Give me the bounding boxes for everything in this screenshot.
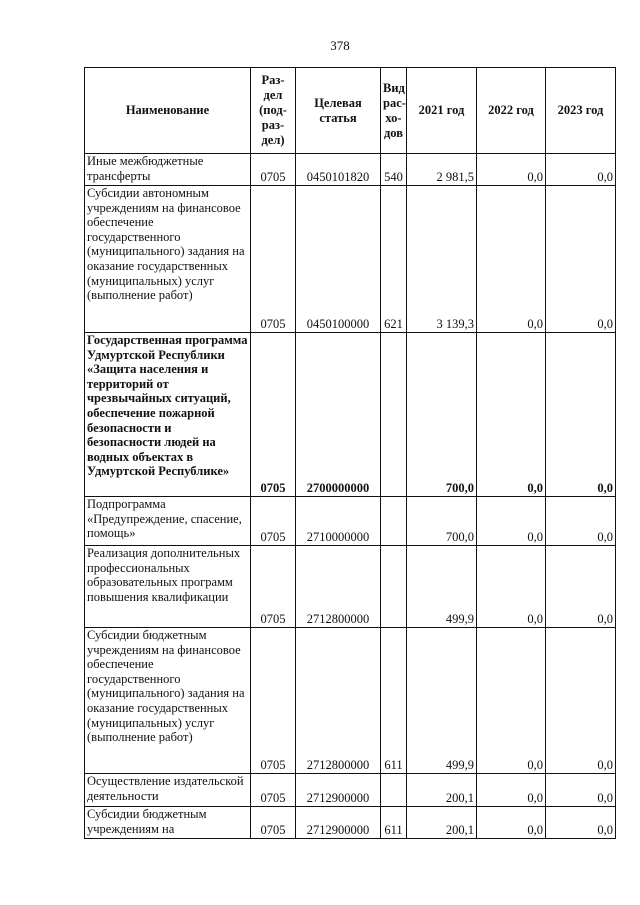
row-expense-type: 611: [381, 628, 407, 774]
row-2022: 0,0: [477, 774, 546, 807]
table-row: [85, 807, 616, 839]
row-target: 2712800000: [296, 628, 381, 774]
row-target: 2700000000: [296, 333, 381, 497]
row-2022: 0,0: [477, 628, 546, 774]
table-row: [85, 333, 616, 497]
row-2023: 0,0: [546, 774, 616, 807]
row-2021: 700,0: [407, 497, 477, 546]
row-target: 0450100000: [296, 186, 381, 333]
row-2021: 700,0: [407, 333, 477, 497]
row-2021: 200,1: [407, 807, 477, 839]
row-expense-type: 540: [381, 154, 407, 186]
row-section: 0705: [251, 154, 296, 186]
row-2021: 2 981,5: [407, 154, 477, 186]
row-2022: 0,0: [477, 186, 546, 333]
row-target: 2712900000: [296, 807, 381, 839]
row-section: 0705: [251, 186, 296, 333]
row-target: 2710000000: [296, 497, 381, 546]
row-expense-type: 611: [381, 807, 407, 839]
header-year-2022: 2022 год: [477, 68, 546, 154]
row-name: Осуществление издательской деятельности: [85, 774, 251, 807]
table-row: [85, 186, 616, 333]
row-target: 2712800000: [296, 546, 381, 628]
header-target: Целевая статья: [296, 68, 381, 154]
header-row: [85, 68, 616, 154]
header-year-2021: 2021 год: [407, 68, 477, 154]
table-row: [85, 546, 616, 628]
header-name: Наименование: [85, 68, 251, 154]
table-row: [85, 497, 616, 546]
row-2021: 499,9: [407, 546, 477, 628]
row-expense-type: [381, 497, 407, 546]
row-2022: 0,0: [477, 807, 546, 839]
row-2022: 0,0: [477, 497, 546, 546]
row-expense-type: [381, 774, 407, 807]
table-body: [85, 154, 616, 839]
row-target: 0450101820: [296, 154, 381, 186]
page-number: 378: [330, 38, 350, 53]
row-2022: 0,0: [477, 154, 546, 186]
row-2021: 499,9: [407, 628, 477, 774]
header-year-2023: 2023 год: [546, 68, 616, 154]
row-2021: 3 139,3: [407, 186, 477, 333]
budget-table: [84, 67, 616, 839]
row-2021: 200,1: [407, 774, 477, 807]
row-section: 0705: [251, 497, 296, 546]
row-name: Реализация дополнительных профессиональных образовательных программ повышения квалификации: [85, 546, 251, 628]
row-expense-type: [381, 546, 407, 628]
row-name: Субсидии бюджетным учреждениям на финансовое обеспечение государственного (муниципального) задания на оказание государственных (муниципальных) услуг (выполнение работ): [85, 628, 251, 774]
row-name: Подпрограмма «Предупреждение, спасение, помощь»: [85, 497, 251, 546]
header-section: Раз- дел (под- раз- дел): [251, 68, 296, 154]
row-2023: 0,0: [546, 546, 616, 628]
row-2023: 0,0: [546, 154, 616, 186]
row-section: 0705: [251, 774, 296, 807]
row-2023: 0,0: [546, 807, 616, 839]
row-name: Государственная программа Удмуртской Республики «Защита населения и территорий от чрезвычайных ситуаций, обеспечение пожарной безопасности и безопасности людей на водных объектах в Удмуртской Республике»: [85, 333, 251, 497]
row-target: 2712900000: [296, 774, 381, 807]
row-section: 0705: [251, 546, 296, 628]
row-section: 0705: [251, 628, 296, 774]
row-name: Иные межбюджетные трансферты: [85, 154, 251, 186]
row-name: Субсидии бюджетным учреждениям на: [85, 807, 251, 839]
table-row: [85, 628, 616, 774]
row-2023: 0,0: [546, 333, 616, 497]
row-2023: 0,0: [546, 628, 616, 774]
row-expense-type: 621: [381, 186, 407, 333]
row-expense-type: [381, 333, 407, 497]
row-2023: 0,0: [546, 186, 616, 333]
table-row: [85, 774, 616, 807]
row-section: 0705: [251, 333, 296, 497]
row-2023: 0,0: [546, 497, 616, 546]
header-expense-type: Вид рас- хо- дов: [381, 68, 407, 154]
table-row: [85, 154, 616, 186]
row-section: 0705: [251, 807, 296, 839]
row-name: Субсидии автономным учреждениям на финансовое обеспечение государственного (муниципального) задания на оказание государственных (муниципальных) услуг (выполнение работ): [85, 186, 251, 333]
row-2022: 0,0: [477, 333, 546, 497]
row-2022: 0,0: [477, 546, 546, 628]
